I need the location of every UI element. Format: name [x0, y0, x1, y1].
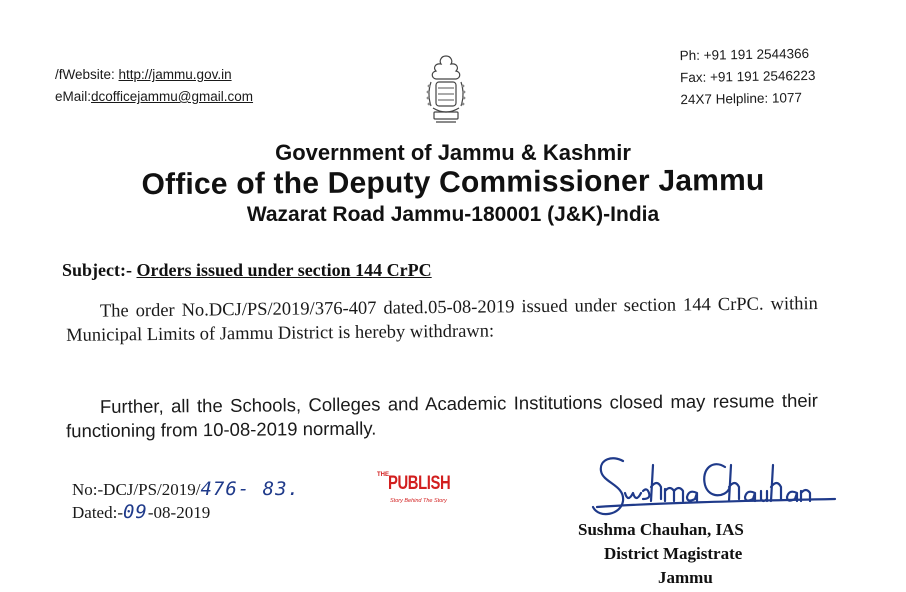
email-line [55, 86, 253, 108]
office-heading: Office of the Deputy Commissioner Jammu [141, 163, 765, 202]
subject-text: Orders issued under section 144 CrPC [136, 260, 432, 280]
order-number-handwritten: 476- 83. [200, 478, 300, 500]
date-handwritten: 09 [122, 501, 148, 523]
email-link[interactable]: dcofficejammu@gmail.com [91, 89, 254, 104]
subject-line [62, 260, 432, 281]
signatory-place: Jammu [658, 568, 713, 587]
date-line [72, 501, 300, 524]
body-paragraph-1: The order No.DCJ/PS/2019/376-407 dated.05-08-2019 issued under section 144 CrPC. within Municipal Limits of Jammu District is hereby withdrawn: [66, 294, 818, 346]
watermark-brand: PUBLISH [388, 473, 451, 494]
order-number-line [72, 478, 300, 501]
website-label: /fWebsite: [55, 67, 119, 82]
phone-number: Ph: +91 191 2544366 [679, 45, 810, 64]
watermark-prefix: THE [377, 472, 389, 478]
order-number-label: No:-DCJ/PS/2019/ [72, 480, 201, 499]
contact-right [679, 43, 816, 111]
date-label: Dated:- [72, 503, 123, 522]
fax-number: Fax: +91 191 2546223 [679, 67, 816, 86]
email-label: eMail: [55, 89, 92, 104]
contact-left [55, 64, 253, 108]
signatory-designation: District Magistrate [604, 544, 743, 563]
date-suffix: -08-2019 [147, 503, 211, 522]
publish-watermark-logo [376, 470, 452, 510]
subject-label: Subject:- [62, 260, 137, 280]
signatory-name: Sushma Chauhan, IAS [578, 520, 744, 539]
address-heading: Wazarat Road Jammu-180001 (J&K)-India [246, 203, 660, 226]
government-heading: Government of Jammu & Kashmir [275, 140, 631, 165]
state-emblem-icon [421, 52, 471, 130]
website-line [55, 64, 253, 86]
website-link[interactable]: http://jammu.gov.in [118, 67, 232, 82]
signatory-block [578, 518, 744, 590]
helpline-number: 24X7 Helpline: 1077 [680, 90, 803, 108]
reference-block [72, 478, 300, 524]
watermark-tagline: Story Behind The Story [390, 498, 447, 504]
body-paragraph-2: Further, all the Schools, Colleges and Academic Institutions closed may resume their functioning from 10-08-2019 normally. [66, 389, 818, 442]
